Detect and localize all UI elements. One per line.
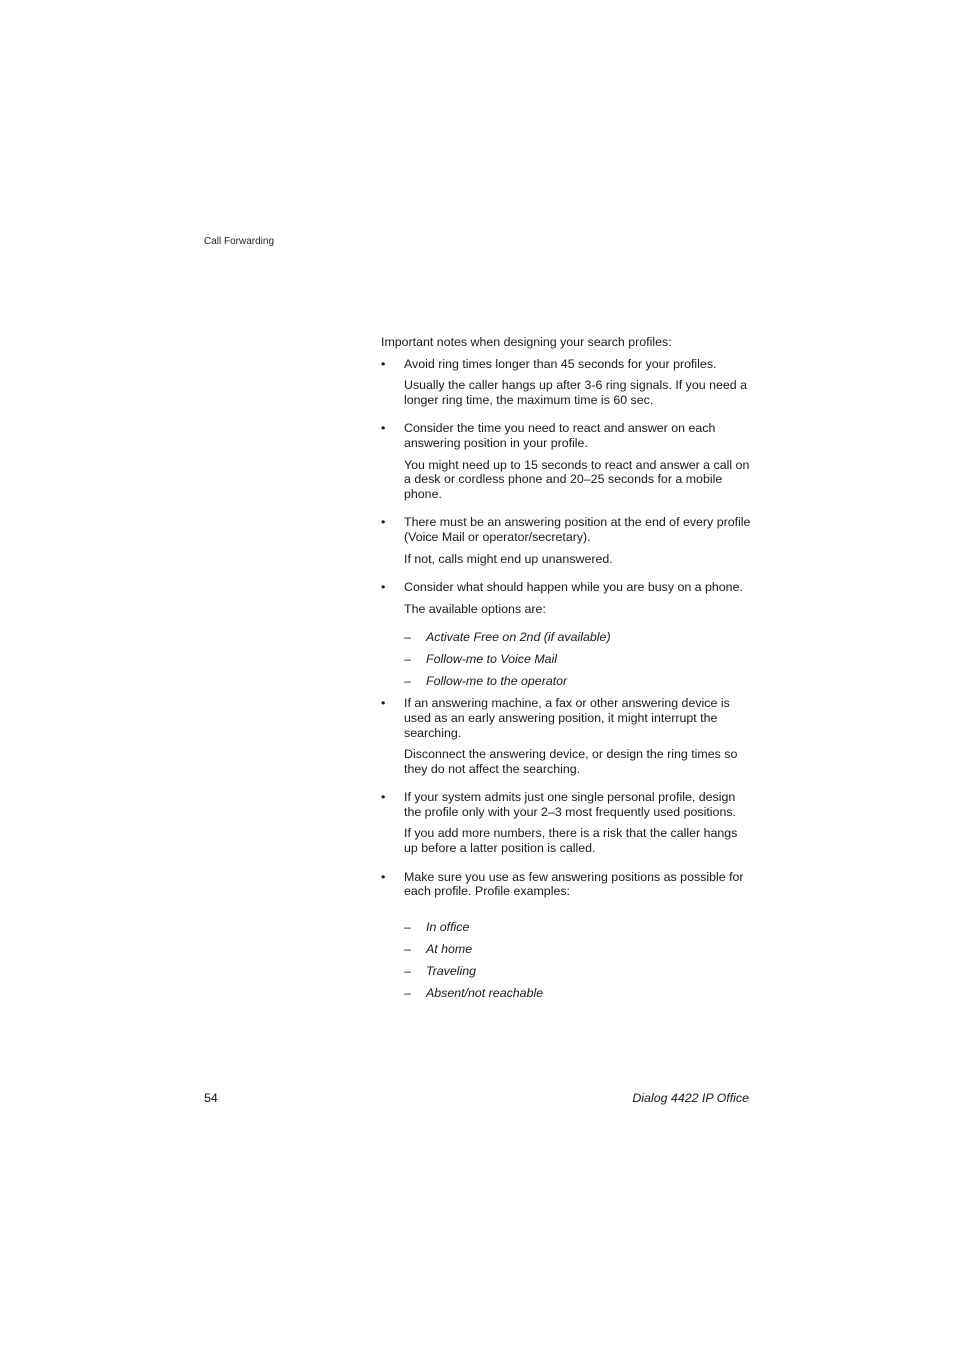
note-main: Consider the time you need to react and answer on each answering position in your profile. (404, 421, 716, 450)
bullet-icon: • (381, 356, 386, 371)
note-detail: You might need up to 15 seconds to react and answer a call on a desk or cordless phone and 20–25 seconds for a mobile phone. (404, 457, 750, 501)
note-end-position (381, 515, 753, 566)
example-label: Absent/not reachable (426, 985, 544, 1000)
note-main: If an answering machine, a fax or other answering device is used as an early answering position, it might interrupt the searching. (404, 696, 730, 740)
page-number: 54 (204, 1091, 218, 1105)
note-detail: If not, calls might end up unanswered. (404, 551, 613, 566)
note-answering-device (381, 696, 753, 776)
note-detail: The available options are: (404, 601, 546, 616)
bullet-icon: • (381, 790, 386, 805)
bullet-icon: • (381, 869, 386, 884)
option-label: Activate Free on 2nd (if available) (426, 630, 611, 645)
note-few-positions (381, 870, 753, 1001)
dash-icon: – (404, 941, 411, 956)
profile-examples-list (404, 920, 753, 1001)
note-detail: Disconnect the answering device, or design the ring times so they do not affect the searching. (404, 747, 738, 776)
list-item (404, 964, 753, 979)
dash-icon: – (404, 652, 411, 667)
note-ring-time (381, 357, 753, 408)
intro-text: Important notes when designing your search profiles: (381, 335, 672, 349)
note-react-time (381, 421, 753, 501)
note-detail: If you add more numbers, there is a risk that the caller hangs up before a latter position is called. (404, 826, 738, 856)
note-main: Make sure you use as few answering positions as possible for each profile. Profile examples: (404, 869, 744, 899)
list-item (404, 942, 753, 957)
bullet-icon: • (381, 580, 386, 595)
note-busy-options (381, 580, 753, 689)
dash-icon: – (404, 630, 411, 645)
product-title: Dialog 4422 IP Office (632, 1091, 749, 1105)
dash-icon: – (404, 919, 411, 934)
running-header: Call Forwarding (204, 236, 275, 247)
list-item (404, 674, 753, 689)
dash-icon: – (404, 985, 411, 1000)
list-item (404, 652, 753, 667)
dash-icon: – (404, 674, 411, 689)
note-main: Avoid ring times longer than 45 seconds for your profiles. (404, 356, 717, 371)
option-label: Follow-me to Voice Mail (426, 652, 558, 667)
option-label: Follow-me to the operator (426, 674, 568, 689)
busy-options-list (404, 630, 753, 689)
bullet-icon: • (381, 421, 386, 436)
bullet-icon: • (381, 515, 386, 530)
example-label: In office (426, 919, 470, 934)
example-label: At home (426, 941, 473, 956)
bullet-icon: • (381, 696, 386, 711)
example-label: Traveling (426, 963, 477, 978)
note-detail: Usually the caller hangs up after 3-6 ring signals. If you need a longer ring time, the maximum time is 60 sec. (404, 378, 748, 407)
note-main: If your system admits just one single personal profile, design the profile only with your 2–3 most frequently used positions. (404, 790, 736, 819)
note-main: Consider what should happen while you are busy on a phone. (404, 580, 743, 595)
list-item (404, 630, 753, 645)
list-item (404, 986, 753, 1001)
dash-icon: – (404, 963, 411, 978)
note-main: There must be an answering position at the end of every profile (Voice Mail or operator/secretary). (404, 515, 751, 544)
notes-section (381, 335, 753, 1001)
note-single-profile (381, 790, 753, 855)
list-item (404, 920, 753, 935)
